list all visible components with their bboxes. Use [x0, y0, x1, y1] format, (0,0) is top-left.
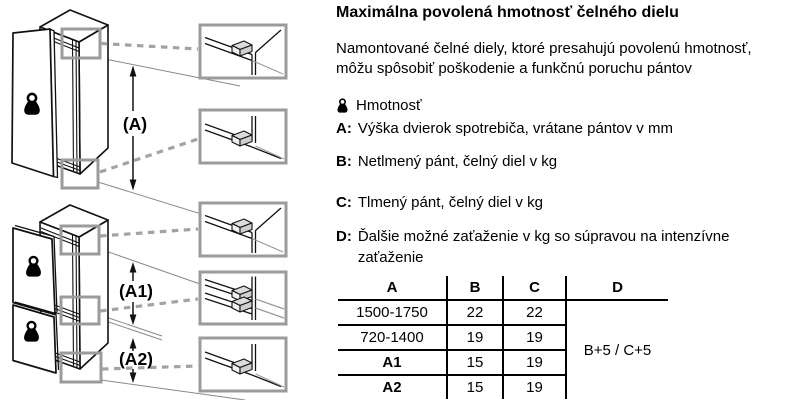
lower-door-panel	[13, 302, 59, 373]
cell-b-2: 15	[447, 350, 503, 375]
warning-text: Namontované čelné diely, ktoré presahujú povolenú hmotnosť, môžu spôsobiť poškodenie a funkčnú poruchu pántov	[336, 40, 752, 77]
legend-item-c	[336, 192, 543, 213]
door-panel	[12, 29, 58, 178]
legend-key-d: D:	[336, 228, 352, 245]
weight-icon	[336, 98, 349, 114]
col-header-c: C	[503, 276, 566, 300]
cell-a-3: A2	[338, 375, 447, 399]
double-door-diagram	[13, 203, 286, 400]
legend-key-b: B:	[336, 153, 352, 170]
weight-legend-row	[336, 97, 422, 114]
cell-b-3: 15	[447, 375, 503, 399]
legend-item-b	[336, 151, 557, 172]
page-title: Maximálna povolená hmotnosť čelného dielu	[336, 4, 679, 21]
arrow-up-icon	[130, 262, 137, 273]
header-row	[338, 276, 668, 300]
col-header-b: B	[447, 276, 503, 300]
weight-limits-table-wrap	[338, 276, 668, 399]
arrow-up-icon	[130, 66, 137, 77]
dimension-a	[123, 66, 147, 191]
arrow-up-icon	[130, 338, 137, 349]
bottom-hinge-detail-box	[200, 110, 286, 163]
dimension-a2	[119, 338, 153, 383]
dim-label-a: (A)	[122, 114, 148, 134]
single-door-diagram	[12, 10, 286, 226]
arrow-down-icon	[130, 373, 137, 384]
legend-text-a: Výška dvierok spotrebiča, vrátane pántov v mm	[357, 120, 673, 137]
legend-text-b: Netlmený pánt, čelný diel v kg	[357, 153, 558, 170]
cell-a-2: A1	[338, 350, 447, 375]
text-panel	[336, 0, 794, 400]
legend-text-d: Ďalšie možné zaťaženie v kg so súpravou na intenzívne zaťaženie	[357, 228, 730, 266]
cell-c-1: 19	[503, 325, 566, 350]
arrow-down-icon	[130, 315, 137, 326]
arrow-down-icon	[130, 180, 137, 191]
cell-c-2: 19	[503, 350, 566, 375]
weight-label: Hmotnosť	[356, 97, 422, 114]
dim-label-a2: (A2)	[118, 349, 154, 369]
upper-door-panel	[13, 226, 57, 315]
cell-b-1: 19	[447, 325, 503, 350]
cell-d-value: B+5 / C+5	[583, 341, 652, 359]
cell-c-3: 19	[503, 375, 566, 399]
leader-lines	[100, 44, 198, 173]
legend-item-a	[336, 118, 673, 139]
cell-c-0: 22	[503, 300, 566, 325]
legend-key-a: A:	[336, 120, 352, 137]
dimension-a1	[119, 262, 153, 325]
weight-limits-table	[338, 276, 668, 399]
middle-hinge-detail-box	[200, 272, 286, 324]
bottom-hinge-detail-box	[200, 338, 286, 391]
cell-a-0: 1500-1750	[338, 300, 447, 325]
legend-key-c: C:	[336, 194, 352, 211]
col-header-a: A	[338, 276, 447, 300]
cell-a-1: 720-1400	[338, 325, 447, 350]
top-hinge-detail-box	[200, 203, 286, 256]
legend-text-c: Tlmený pánt, čelný diel v kg	[357, 194, 543, 211]
legend-item-d	[336, 226, 738, 268]
dim-label-a1: (A1)	[118, 281, 154, 301]
table-row	[338, 300, 668, 325]
top-hinge-detail-box	[200, 25, 286, 78]
cell-b-0: 22	[447, 300, 503, 325]
appliance-diagrams	[0, 0, 336, 400]
col-header-d: D	[566, 276, 668, 300]
